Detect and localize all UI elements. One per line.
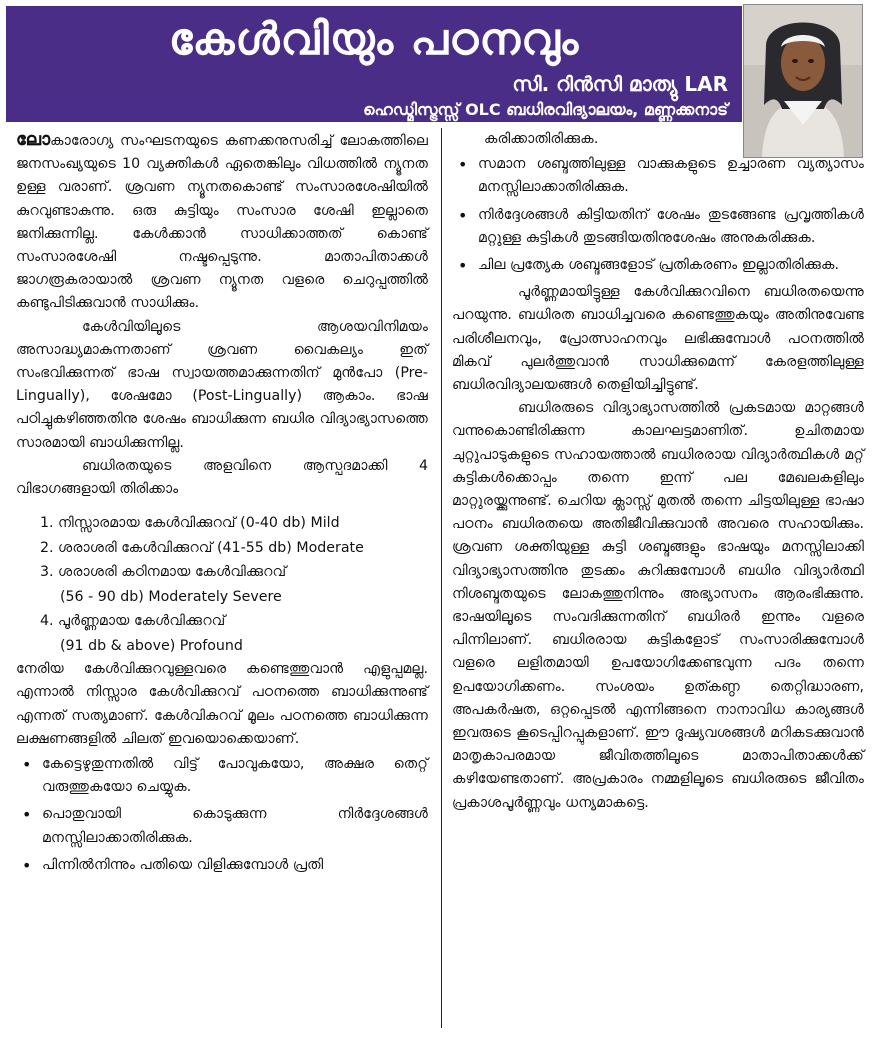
drop-lead: ലോ: [16, 129, 51, 150]
paragraph-classification: ബധിരതയുടെ അളവിനെ ആസ്പദമാക്കി 4 വിഭാഗങ്ങളായി തിരിക്കാം: [16, 457, 428, 498]
right-column: [452, 128, 864, 815]
level-item: 2. ശരാശരി കേൾവിക്കുറവ് (41-55 db) Moderate: [40, 539, 364, 556]
paragraph-symptoms: നേരിയ കേൾവിക്കുറവുള്ളവരെ കണ്ടെത്തുവാൻ എളുപ്പമല്ല. എന്നാൽ നിസ്സാര കേൾവിക്കുറവ് പഠനത്തെ ബാധിക്കുന്നുണ്ട് എന്നത് സത്യമാണ്. കേൾവികുറവ് മൂലം പഠനത്തെ ബാധിക്കുന്ന ലക്ഷണങ്ങളിൽ ചിലത് ഇവയൊക്കെയാണ്.: [16, 661, 428, 747]
list-item: • സമാന ശബ്ദത്തിലുള്ള വാക്കുകളുടെ ഉച്ചാരണ വ്യത്യാസം മനസ്സിലാക്കാതിരിക്കുക.: [452, 153, 864, 199]
column-divider: [441, 128, 442, 1028]
author-designation: ഹെഡ്മിസ്ട്രസ്സ് OLC ബധിരവിദ്യാലയം, മണ്ണക്കനാട്: [363, 100, 728, 119]
left-column: [16, 128, 428, 881]
author-name: സി. റിൻസി മാത്യു LAR: [512, 72, 728, 96]
level-item: 1. നിസ്സാരമായ കേൾവിക്കുറവ് (0-40 db) Mild: [40, 515, 340, 532]
level-item: 4. പൂർണ്ണമായ കേൾവിക്കുറവ്: [40, 613, 226, 630]
paragraph-intro: [16, 128, 428, 316]
paragraph-definition: കേൾവിയിലൂടെ ആശയവിനിമയം അസാദ്ധ്യമാകുന്നതാണ് ശ്രവണ വൈകല്യം ഇത് സംഭവിക്കുന്നത് ഭാഷ സ്വായത്തമാക്കുന്നതിന് മുൻപോ (Pre-Lingually), ശേഷമോ (Post-Lingually) ആകാം. ഭാഷ പഠിച്ചുകഴിഞ്ഞതിനു ശേഷം ബാധിക്കുന്ന ബധിര വിദ്യാഭ്യാസത്തെ സാരമായി ബാധിക്കുന്നില്ല.: [16, 318, 428, 451]
level-item: 3. ശരാശരി കഠിനമായ കേൾവിക്കുറവ്: [40, 564, 287, 581]
article-header: [6, 6, 742, 122]
list-item: • പൊതുവായി കൊടുക്കുന്ന നിർദ്ദേശങ്ങൾ മനസ്സിലാക്കാതിരിക്കുക.: [16, 803, 428, 849]
list-item: • ചില പ്രത്യേക ശബ്ദങ്ങളോട് പ്രതികരണം ഇല്ലാതിരിക്കുക.: [452, 254, 864, 277]
symptom-list-right: [452, 153, 864, 277]
level-item-continuation: (56 - 90 db) Moderately Severe: [60, 588, 282, 605]
level-item-continuation: (91 db & above) Profound: [60, 637, 243, 654]
list-item: • പിന്നിൽനിന്നും പതിയെ വിളിക്കുമ്പോൾ പ്രതി: [16, 854, 428, 877]
list-item: • കേട്ടെഴുതുന്നതിൽ വിട്ട് പോവുകയോ, അക്ഷര തെറ്റ് വരുത്തുകയോ ചെയ്യുക.: [16, 753, 428, 799]
paragraph-deafness: പൂർണ്ണമായിട്ടുള്ള കേൾവിക്കുറവിനെ ബധിരതയെന്നു പറയുന്നു. ബധിരത ബാധിച്ചവരെ കണ്ടെത്തുകയും അതിനുവേണ്ട പരിശീലനവും, പ്രോത്സാഹനവും ലഭിക്കുമ്പോൾ പഠനത്തിൽ മികവ് പുലർത്തുവാൻ സാധിക്കുമെന്ന് കേരളത്തിലുള്ള ബധിരവിദ്യാലയങ്ങൾ തെളിയിച്ചിട്ടുണ്ട്.: [452, 284, 864, 394]
hearing-loss-levels: [16, 511, 428, 658]
article-title: കേൾവിയും പഠനവും: [168, 14, 580, 65]
list-item: • നിർദ്ദേശങ്ങൾ കിട്ടിയതിന് ശേഷം തുടങ്ങേണ്ട പ്രവൃത്തികൾ മറ്റുള്ള കുട്ടികൾ തുടങ്ങിയതിനുശേഷം അനുകരിക്കുക.: [452, 204, 864, 250]
paragraph-intro-text: കാരോഗ്യ സംഘടനയുടെ കണക്കനുസരിച്ച് ലോകത്തിലെ ജനസംഖ്യയുടെ 10 വ്യക്തികൾ ഏതെങ്കിലും വിധത്തിൽ ന്യൂനത ഉള്ള വരാണ്. ശ്രവണ ന്യൂനതകൊണ്ട് സംസാരശേഷിയിൽ കുറവുണ്ടാകുന്നു. ഒരു കുട്ടിയും സംസാര ശേഷി ഇല്ലാതെ ജനിക്കുന്നില്ല. കേൾക്കാൻ സാധിക്കാത്തത് കൊണ്ട് സംസാരശേഷി നഷ്ടപ്പെടുന്നു. മാതാപിതാക്കൾ ജാഗരൂകരായാൽ ശ്രവണ ന്യൂനത വളരെ ചെറുപ്പത്തിൽ കണ്ടുപിടിക്കുവാൻ സാധിക്കും.: [16, 133, 428, 312]
paragraph-education: ബധിരരുടെ വിദ്യാഭ്യാസത്തിൽ പ്രകടമായ മാറ്റങ്ങൾ വന്നുകൊണ്ടിരിക്കുന്ന കാലഘട്ടമാണിത്. ഉചിതമായ ചുറ്റുപാടുകളുടെ സഹായത്താൽ ബധിരരായ വിദ്യാർത്ഥികൾ മറ്റ് കുട്ടികൾക്കൊപ്പം തന്നെ ഇന്ന് പല മേഖലകളിലും മാറ്റുരയ്ക്കുന്നുണ്ട്. ചെറിയ ക്ലാസ്സ് മുതൽ തന്നെ ചിട്ടയിലുള്ള ഭാഷാ പഠനം ബധിരതയെ അതിജീവിക്കുവാൻ അവരെ സഹായിക്കും. ശ്രവണ ശക്തിയുള്ള കുട്ടി ശബ്ദങ്ങളും ഭാഷയും മനസ്സിലാക്കി വിദ്യാഭ്യാസത്തിനു തുടക്കം കുറിക്കുമ്പോൾ ബധിര വിദ്യാർത്ഥി നിശബ്ദതയുടെ ലോകത്തുനിന്നും അഭ്യാസനം ആരംഭിക്കുന്നു. ഭാഷയിലൂടെ സംവദിക്കുന്നതിന് ബധിരർ ഇന്നും വളരെ പിന്നിലാണ്. ബധിരരായ കുട്ടികളോട് സംസാരിക്കുമ്പോൾ വളരെ ലളിതമായി ഉപയോഗിക്കേണ്ടവുന്ന പദം തന്നെ ഉപയോഗിക്കണം. സംശയം ഉത്കണ്ഠ തെറ്റിദ്ധാരണ, അപകർഷത, ഒറ്റപ്പെടൽ എന്നിങ്ങനെ നാനാവിധ കാര്യങ്ങൾ ഇവരുടെ കൂടെപ്പിറപ്പുകളാണ്. ഈ ദൂഷ്യവശങ്ങൾ മറികടക്കുവാൻ മാതൃകാപരമായ ജീവിതത്തിലൂടെ മാതാപിതാക്കൾക്ക് കഴിയേണ്ടതാണ്. അപ്രകാരം നമ്മളിലൂടെ ബധിരരുടെ ജീവിതം പ്രകാശപൂർണ്ണവും ധന്യമാകട്ടെ.: [452, 400, 864, 811]
symptom-list-left: [16, 753, 428, 877]
continued-text: കരിക്കാതിരിക്കുക.: [484, 131, 599, 147]
